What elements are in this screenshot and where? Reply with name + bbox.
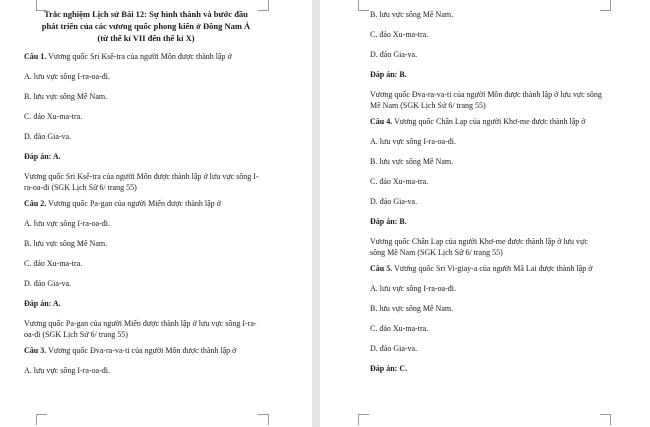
- explanation-line: ra-oa-đi (SGK Lịch Sử 6/ trang 55): [24, 183, 137, 192]
- question-number: Câu 1.: [24, 52, 47, 61]
- crop-mark: [358, 414, 369, 425]
- option-b: B. lưu vực sông Mê Nam.: [24, 239, 108, 248]
- explanation: [370, 236, 602, 258]
- explanation-line: oa-đi (SGK Lịch Sử 6/ trang 55): [24, 330, 128, 339]
- option-a: A. lưu vực sông I-ra-oa-đi.: [24, 219, 110, 228]
- crop-mark: [358, 0, 369, 11]
- answer: Đáp án: A.: [24, 299, 61, 308]
- option-d: D. đảo Gia-va.: [24, 132, 72, 141]
- question-3: [24, 345, 268, 356]
- answer: Đáp án: A.: [24, 152, 61, 161]
- crop-mark: [258, 414, 269, 425]
- explanation-line: Vương quốc Pa-gan của người Miến được thành lập ở lưu vực sông I-ra-: [24, 319, 257, 328]
- crop-mark: [36, 414, 47, 425]
- option-b: B. lưu vực sông Mê Nam.: [370, 157, 454, 166]
- question-5: [370, 263, 602, 274]
- question-number: Câu 5.: [370, 264, 393, 273]
- explanation: [370, 89, 602, 111]
- document-page-left: [0, 0, 312, 427]
- option-b: B. lưu vực sông Mê Nam.: [370, 304, 454, 313]
- option-d: D. đảo Gia-va.: [370, 50, 418, 59]
- explanation-line: Vương quốc Đva-ra-va-ti của người Môn được thành lập ở lưu vực sông: [370, 90, 602, 99]
- explanation-line: Vương quốc Chân Lạp của người Khơ-me được thành lập ở lưu vực: [370, 237, 588, 246]
- option-c: C. đảo Xu-ma-tra.: [370, 324, 429, 333]
- option-d: D. đảo Gia-va.: [370, 344, 418, 353]
- question-text: Vương quốc Sri Ksê-tra của người Môn được thành lập ở: [46, 52, 232, 61]
- title-line: phát triển của các vương quốc phong kiến ở Đông Nam Á: [41, 21, 251, 31]
- option-b: B. lưu vực sông Mê Nam.: [370, 10, 454, 19]
- option-a: A. lưu vực sông I-ra-oa-đi.: [24, 72, 110, 81]
- option-a: A. lưu vực sông I-ra-oa-đi.: [370, 137, 456, 146]
- option-a: A. lưu vực sông I-ra-oa-đi.: [24, 366, 110, 375]
- question-2: [24, 198, 268, 209]
- crop-mark: [600, 414, 611, 425]
- explanation: [24, 171, 268, 193]
- answer: Đáp án: B.: [370, 217, 407, 226]
- option-c: C. đảo Xu-ma-tra.: [370, 177, 429, 186]
- answer: Đáp án: C.: [370, 364, 408, 373]
- question-text: Vương quốc Đva-ra-va-ti của người Môn được thành lập ở: [46, 346, 237, 355]
- answer: Đáp án: B.: [370, 70, 407, 79]
- option-c: C. đảo Xu-ma-tra.: [24, 112, 83, 121]
- page-content: [370, 9, 602, 383]
- document-page-right: [320, 0, 650, 427]
- option-a: A. lưu vực sông I-ra-oa-đi.: [370, 284, 456, 293]
- question-text: Vương quốc Sri Vi-giay-a của người Mã Lai được thành lập ở: [392, 264, 593, 273]
- explanation: [24, 318, 268, 340]
- page-content: [24, 8, 268, 385]
- title-line: Trắc nghiệm Lịch sử Bài 12: Sự hình thành và bước đầu: [44, 9, 248, 19]
- option-c: C. đảo Xu-ma-tra.: [24, 259, 83, 268]
- option-b: B. lưu vực sông Mê Nam.: [24, 92, 108, 101]
- question-number: Câu 3.: [24, 346, 47, 355]
- question-number: Câu 2.: [24, 199, 47, 208]
- question-text: Vương quốc Chân Lạp của người Khơ-me được thành lập ở: [392, 117, 586, 126]
- question-number: Câu 4.: [370, 117, 393, 126]
- question-1: [24, 51, 268, 62]
- explanation-line: Vương quốc Sri Ksê-tra của người Môn được thành lập ở lưu vực sông I-: [24, 172, 259, 181]
- option-d: D. đảo Gia-va.: [370, 197, 418, 206]
- explanation-line: sông Mê Nam (SGK Lịch Sử 6/ trang 55): [370, 248, 503, 257]
- explanation-line: Mê Nam (SGK Lịch Sử 6/ trang 55): [370, 101, 486, 110]
- document-title: [24, 8, 268, 44]
- option-d: D. đảo Gia-va.: [24, 279, 72, 288]
- question-4: [370, 116, 602, 127]
- option-c: C. đảo Xu-ma-tra.: [370, 30, 429, 39]
- title-line: (từ thế kỉ VII đến thế kỉ X): [97, 33, 195, 43]
- question-text: Vương quốc Pa-gan của người Miến được thành lập ở: [46, 199, 221, 208]
